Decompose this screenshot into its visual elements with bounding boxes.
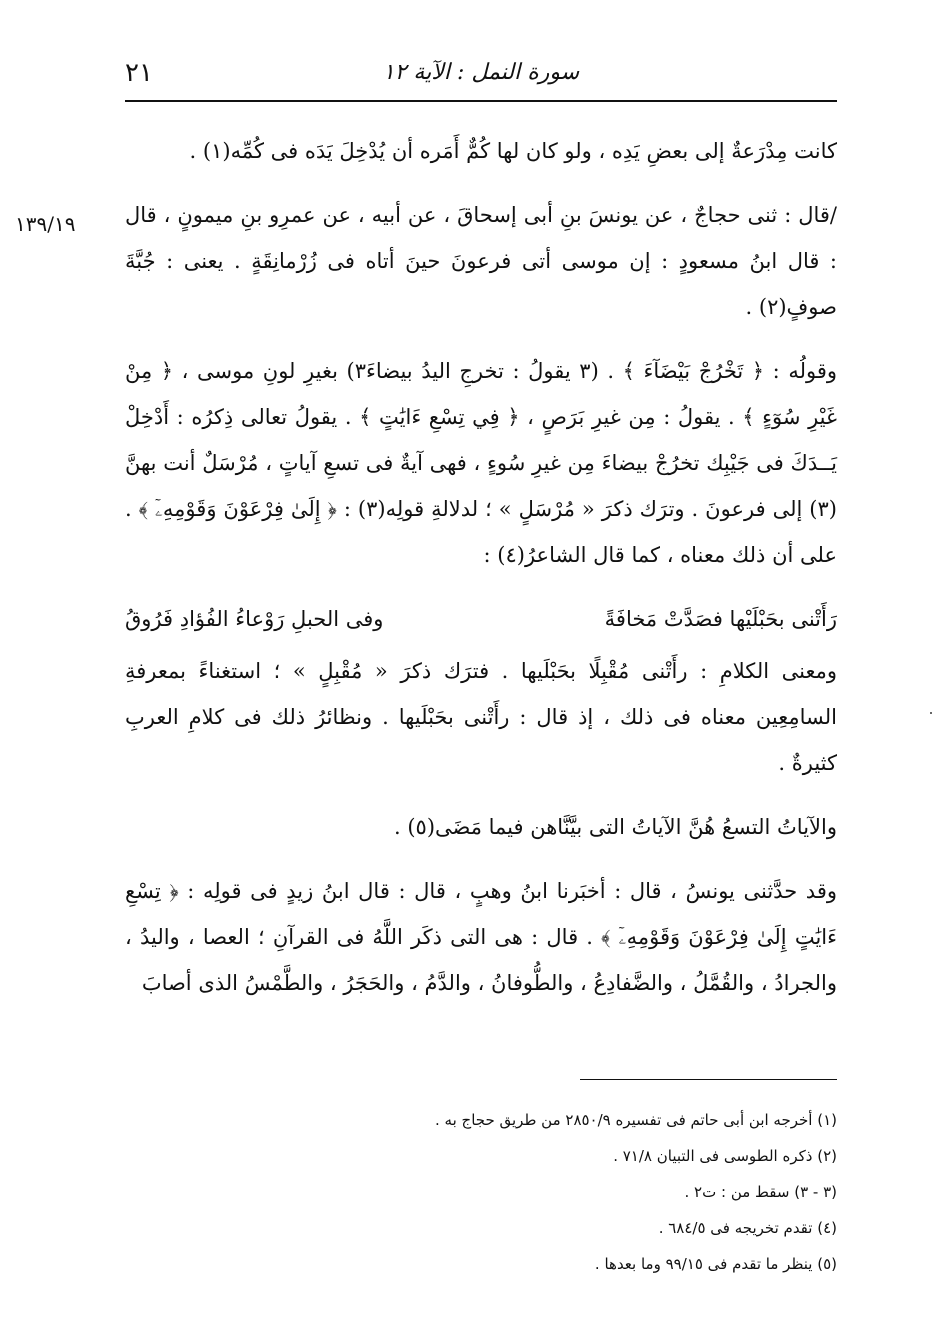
paragraph: وقد حدَّثنى يونسُ ، قال : أخبَرنا ابنُ وهبٍ ، قال : قال ابنُ زيدٍ فى قولِه : ﴿ تِسْعِ ءَايَٰتٍ إِلَىٰ فِرْعَوْنَ وَقَوْمِهِۦٓ ﴾ . قال : هى التى ذكَر اللَّهُ فى القرآنِ ؛ العصا ، واليدُ ، والجرادُ ، والقُمَّلُ ، والضَّفادِعُ ، والطُّوفانُ ، والدَّمُ ، والحَجَرُ ، والطَّمْسُ الذى أصابَ [125,879,837,995]
running-title: سورة النمل : الآية ١٢ [382,60,580,85]
scan-speck [930,712,932,714]
paragraph: ومعنى الكلامِ : رأَتْنى مُقْبِلًا بحَبْلَيها . فترَك ذكرَ « مُقْبِلٍ » ؛ استغناءً بمعرفةِ السامِعِين معناه فى ذلك ، إذ قال : رأَتْنى بحَبْلَيها . ونظائرُ ذلك فى كلامِ العربِ كثيرةٌ . [125,659,837,775]
footnote: (١) أخرجه ابن أبى حاتم فى تفسيره ٢٨٥٠/٩ من طريق حجاج به . [435,1111,837,1129]
page-header [125,50,837,96]
verse-first-hemistich: رَأَتْنى بحَبْلَيْها فصَدَّتْ مَخافَةً [604,607,837,631]
paragraph: /قال : ثنى حجاجٌ ، عن يونسَ بنِ أبى إسحاقَ ، عن أبيه ، عن عمرِو بنِ ميمونٍ ، قال : قال ابنُ مسعودٍ : إن موسى أتى فرعونَ حينَ أتاه فى زُرْمانِقَةٍ . يعنى : جُبَّةَ صوفٍ(٢) . [125,203,837,319]
paragraph: والآياتُ التسعُ هُنَّ الآياتُ التى بيَّنَّاهن فيما مَضَى(٥) . [393,815,837,839]
paragraph: وقولُه : ﴿ تَخْرُجْ بَيْضَآءَ ﴾ . (٣ يقولُ : تخرجِ اليدُ بيضاءَ٣) بغيرِ لونِ موسى ، ﴿ مِنْ غَيْرِ سُوٓءٍ ﴾ . يقولُ : مِن غيرِ بَرَصٍ ، ﴿ فِي تِسْعِ ءَايَٰتٍ ﴾ . يقولُ تعالى ذِكرُه : أَدْخِلْ يَــدَكَ فى جَيْبِك تخرُجْ بيضاءَ مِن غيرِ سُوءٍ ، فهى آيةٌ فى تسعِ آياتٍ ، مُرْسَلٌ أنت بهنَّ (٣) إلى فرعونَ . وترَك ذكرَ « مُرْسَلٍ » ؛ لدلالةِ قولِه(٣) : ﴿ إِلَىٰ فِرْعَوْنَ وَقَوْمِهِۦٓ ﴾ . على أن ذلك معناه ، كما قال الشاعرُ(٤) : [125,359,838,567]
footnotes [125,1102,837,1282]
page-number: ٢١ [125,58,153,88]
footnote: (٢) ذكره الطوسى فى التبيان ٧١/٨ . [613,1147,837,1165]
footnote-divider [580,1079,837,1080]
header-divider [125,100,837,102]
poetry-verse [125,596,837,642]
footnote: (٤) تقدم تخريجه فى ٦٨٤/٥ . [658,1219,837,1237]
main-text [125,128,837,1024]
footnote: (٣ - ٣) سقط من : ت٢ . [684,1183,837,1201]
footnote: (٥) ينظر ما تقدم فى ٩٩/١٥ وما بعدها . [594,1255,837,1273]
margin-reference: ١٣٩/١٩ [15,212,76,236]
verse-second-hemistich: وفى الحبلِ رَوْعاءُ الفُؤادِ فَرُوقُ [125,607,384,631]
paragraph: كانت مِدْرَعةٌ إلى بعضِ يَدِه ، ولو كان لها كُمٌّ أَمَره أن يُدْخِلَ يَدَه فى كُمِّه(١) . [189,139,837,163]
